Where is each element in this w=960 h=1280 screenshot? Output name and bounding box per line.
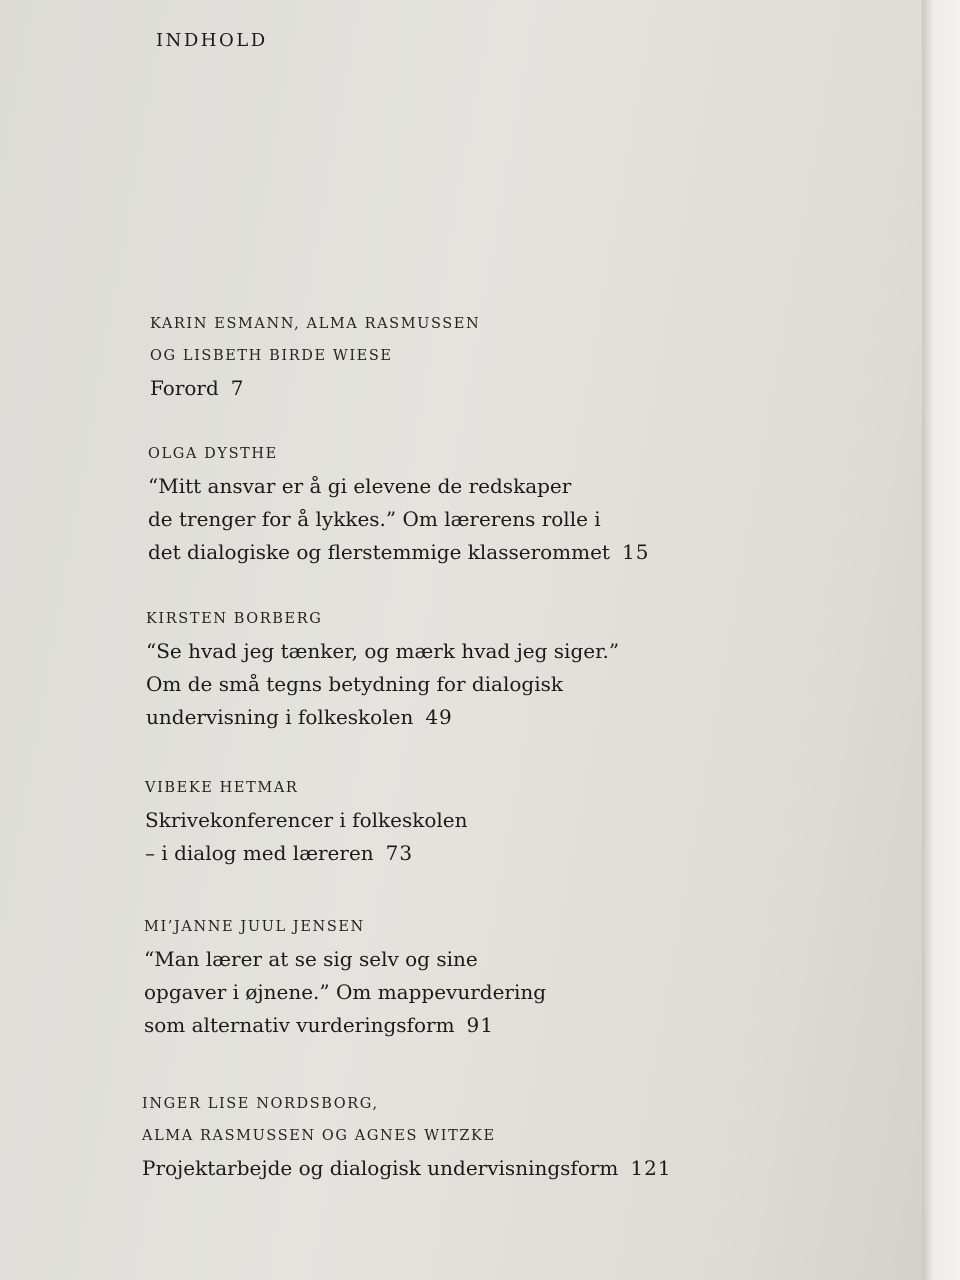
toc-title-text: som alternativ vurderingsform — [144, 1013, 455, 1037]
toc-title-line — [144, 1009, 960, 1042]
toc-title-text: Projektarbejde og dialogisk undervisningsform — [142, 1156, 619, 1180]
toc-title-text: – i dialog med læreren — [145, 841, 374, 865]
toc-page-number: 121 — [630, 1156, 672, 1180]
toc-title-line: “Man lærer at se sig selv og sine — [144, 947, 478, 971]
toc-title-line: Skrivekonferencer i folkeskolen — [145, 808, 468, 832]
toc-entry — [146, 603, 960, 734]
toc-title-line — [146, 701, 960, 734]
toc-title-line — [150, 372, 960, 405]
page-edge — [922, 0, 960, 1280]
toc-page-number: 91 — [466, 1013, 494, 1037]
toc-title-line — [145, 837, 960, 870]
toc-page-number: 49 — [425, 705, 453, 729]
toc-title-line: Om de små tegns betydning for dialogisk — [146, 672, 564, 696]
toc-author: ALMA RASMUSSEN OG AGNES WITZKE — [142, 1128, 496, 1144]
toc-author: KARIN ESMANN, ALMA RASMUSSEN — [150, 316, 481, 332]
toc-page-number: 7 — [230, 376, 245, 400]
toc-author: VIBEKE HETMAR — [145, 780, 299, 796]
toc-title-text: det dialogiske og flerstemmige klasserommet — [148, 540, 610, 564]
toc-entry — [145, 772, 960, 870]
toc-title-text: Forord — [150, 376, 219, 400]
toc-entry — [148, 438, 960, 569]
toc-entry — [150, 308, 960, 405]
toc-author: OLGA DYSTHE — [148, 446, 278, 462]
toc-entry — [142, 1088, 960, 1185]
toc-author: OG LISBETH BIRDE WIESE — [150, 348, 393, 364]
toc-entry — [144, 911, 960, 1042]
toc-author: KIRSTEN BORBERG — [146, 611, 323, 627]
toc-title-line: “Mitt ansvar er å gi elevene de redskaper — [148, 474, 572, 498]
toc-title-line — [142, 1152, 960, 1185]
toc-title-line: “Se hvad jeg tænker, og mærk hvad jeg siger.” — [146, 639, 620, 663]
toc-author: INGER LISE NORDSBORG, — [142, 1096, 379, 1112]
toc-page-number: 73 — [385, 841, 414, 865]
toc-title-text: undervisning i folkeskolen — [146, 705, 414, 729]
toc-title-line — [148, 536, 960, 569]
toc-author: MI’JANNE JUUL JENSEN — [144, 919, 365, 935]
toc-heading: INDHOLD — [156, 30, 268, 51]
toc-title-line: opgaver i øjnene.” Om mappevurdering — [144, 980, 547, 1004]
toc-title-line: de trenger for å lykkes.” Om lærerens rolle i — [148, 507, 601, 531]
toc-page-number: 15 — [621, 540, 650, 564]
